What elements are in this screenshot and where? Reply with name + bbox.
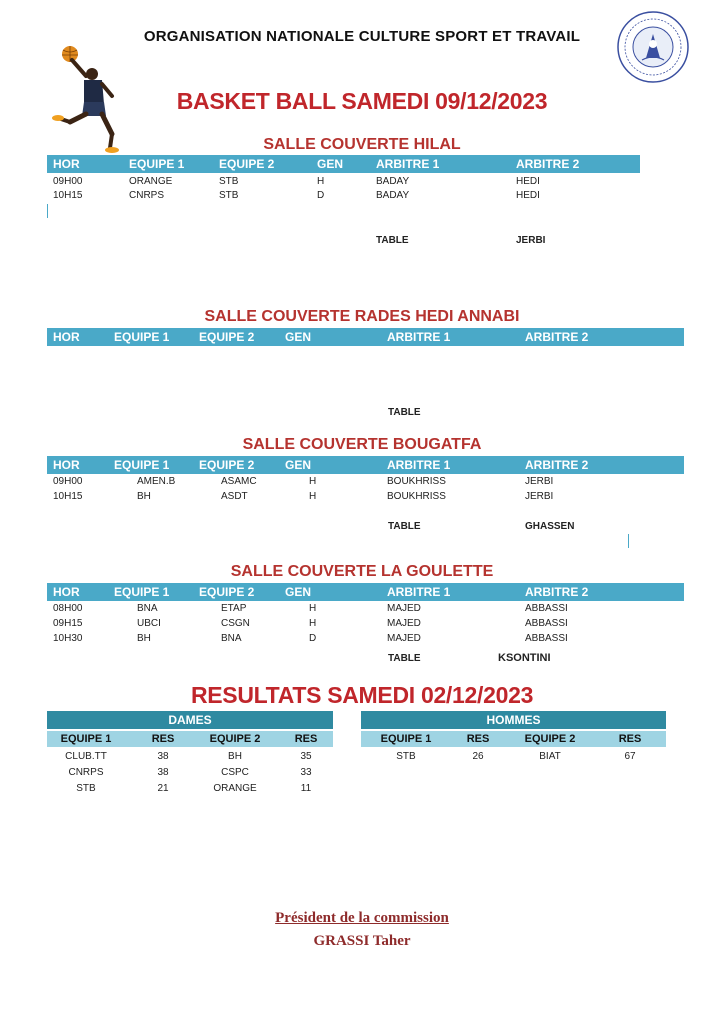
- column-header: EQUIPE 2: [199, 458, 255, 472]
- column-header: ARBITRE 2: [516, 157, 580, 171]
- column-header: ARBITRE 2: [525, 330, 589, 344]
- cell-team-1: CLUB.TT: [65, 751, 107, 762]
- column-header: EQUIPE 1: [129, 157, 185, 171]
- column-header: ARBITRE 1: [376, 157, 440, 171]
- column-header: RES: [466, 733, 490, 745]
- cell-team-1: UBCI: [137, 618, 161, 629]
- cell-referee-2: JERBI: [525, 491, 554, 502]
- table-row: [47, 781, 333, 795]
- text-cursor: [47, 204, 48, 218]
- signature-name: GRASSI Taher: [313, 933, 411, 949]
- column-header: EQUIPE 1: [114, 458, 170, 472]
- table-label: TABLE: [388, 407, 421, 418]
- cell-referee-1: MAJED: [387, 603, 421, 614]
- venue-title-bougatfa: SALLE COUVERTE BOUGATFA: [242, 436, 482, 453]
- page-title: BASKET BALL SAMEDI 09/12/2023: [176, 88, 548, 114]
- cell-gender: H: [317, 176, 325, 187]
- cell-team-2: BNA: [221, 633, 242, 644]
- cell-referee-1: BADAY: [376, 190, 410, 201]
- cell-score-1: 21: [157, 783, 169, 794]
- results-title: RESULTATS SAMEDI 02/12/2023: [190, 682, 534, 708]
- schedule-header-rades: [47, 328, 684, 346]
- cell-referee-1: BOUKHRISS: [387, 476, 446, 487]
- cell-referee-2: HEDI: [516, 190, 540, 201]
- column-header: EQUIPE 2: [209, 733, 261, 745]
- schedule-header-bougatfa: [47, 456, 684, 474]
- table-row: [47, 765, 333, 779]
- column-header: EQUIPE 2: [524, 733, 576, 745]
- table-official: KSONTINI: [498, 652, 551, 664]
- cell-team-2: ASDT: [221, 491, 248, 502]
- table-row: [47, 749, 333, 763]
- column-header: ARBITRE 1: [387, 585, 451, 599]
- column-header: EQUIPE 2: [219, 157, 275, 171]
- cell-referee-1: BADAY: [376, 176, 410, 187]
- column-header: EQUIPE 1: [60, 733, 112, 745]
- hommes-header: HOMMES: [361, 711, 666, 729]
- cell-team-1: BH: [137, 491, 151, 502]
- cell-score-1: 26: [472, 751, 484, 762]
- table-label: TABLE: [388, 653, 421, 664]
- column-header: ARBITRE 1: [387, 330, 451, 344]
- column-header: EQUIPE 2: [199, 330, 255, 344]
- table-official: GHASSEN: [525, 521, 575, 532]
- cell-gender: D: [309, 633, 317, 644]
- table-label: TABLE: [376, 235, 409, 246]
- cell-referee-2: ABBASSI: [525, 603, 568, 614]
- table-row: [47, 491, 684, 505]
- dames-header: DAMES: [47, 711, 333, 729]
- cell-team-1: BH: [137, 633, 151, 644]
- column-header: RES: [151, 733, 175, 745]
- column-header: EQUIPE 2: [199, 585, 255, 599]
- cell-team-2: STB: [219, 176, 239, 187]
- cell-referee-2: ABBASSI: [525, 633, 568, 644]
- column-header: HOR: [53, 585, 80, 599]
- cell-team-1: ORANGE: [129, 176, 173, 187]
- venue-title-la-goulette: SALLE COUVERTE LA GOULETTE: [230, 563, 494, 580]
- cell-hour: 09H00: [53, 176, 83, 187]
- cell-score-2: 67: [624, 751, 636, 762]
- column-header: GEN: [285, 330, 312, 344]
- cell-team-1: CNRPS: [129, 190, 165, 201]
- cell-team-2: ETAP: [221, 603, 247, 614]
- cell-team-2: ASAMC: [221, 476, 257, 487]
- table-row: [47, 633, 684, 647]
- column-header: ARBITRE 2: [525, 458, 589, 472]
- schedule-header-hilal: [47, 155, 640, 173]
- cell-score-2: 33: [300, 767, 312, 778]
- column-header: ARBITRE 2: [525, 585, 589, 599]
- cell-referee-1: MAJED: [387, 633, 421, 644]
- cell-gender: H: [309, 491, 317, 502]
- cell-referee-1: BOUKHRISS: [387, 491, 446, 502]
- column-header: EQUIPE 1: [380, 733, 432, 745]
- table-row: [361, 749, 666, 763]
- cell-hour: 09H15: [53, 618, 83, 629]
- column-header: HOR: [53, 330, 80, 344]
- table-row: [47, 176, 640, 190]
- schedule-header-la-goulette: [47, 583, 684, 601]
- table-row: [47, 603, 684, 617]
- cell-hour: 10H15: [53, 491, 83, 502]
- cell-team-2: CSPC: [221, 767, 249, 778]
- venue-title-hilal: SALLE COUVERTE HILAL: [263, 136, 461, 153]
- cell-referee-2: ABBASSI: [525, 618, 568, 629]
- table-row: [47, 190, 640, 204]
- cell-team-2: CSGN: [221, 618, 250, 629]
- cell-hour: 08H00: [53, 603, 83, 614]
- hommes-column-header: [361, 731, 666, 747]
- column-header: RES: [294, 733, 318, 745]
- cell-score-2: 11: [300, 783, 312, 794]
- dames-column-header: [47, 731, 333, 747]
- column-header: ARBITRE 1: [387, 458, 451, 472]
- cell-team-2: ORANGE: [213, 783, 257, 794]
- column-header: HOR: [53, 458, 80, 472]
- column-header: HOR: [53, 157, 80, 171]
- cell-team-2: BIAT: [539, 751, 561, 762]
- cell-hour: 10H30: [53, 633, 83, 644]
- column-header: GEN: [285, 585, 312, 599]
- organisation-title: ORGANISATION NATIONALE CULTURE SPORT ET TRAVAIL: [143, 28, 581, 45]
- cell-team-2: STB: [219, 190, 239, 201]
- cell-team-2: BH: [228, 751, 242, 762]
- cell-gender: H: [309, 603, 317, 614]
- cell-referee-2: JERBI: [525, 476, 554, 487]
- cell-gender: D: [317, 190, 325, 201]
- column-header: GEN: [285, 458, 312, 472]
- cell-gender: H: [309, 618, 317, 629]
- column-header: RES: [618, 733, 642, 745]
- cell-hour: 09H00: [53, 476, 83, 487]
- cell-referee-1: MAJED: [387, 618, 421, 629]
- cell-gender: H: [309, 476, 317, 487]
- cell-team-1: STB: [396, 751, 416, 762]
- column-header: EQUIPE 1: [114, 585, 170, 599]
- cell-score-2: 35: [300, 751, 312, 762]
- table-official: JERBI: [516, 235, 546, 246]
- cell-score-1: 38: [157, 751, 169, 762]
- column-header: EQUIPE 1: [114, 330, 170, 344]
- organisation-logo: [616, 10, 690, 84]
- cell-team-1: STB: [76, 783, 96, 794]
- cell-score-1: 38: [157, 767, 169, 778]
- cell-team-1: CNRPS: [68, 767, 104, 778]
- column-header: GEN: [317, 157, 344, 171]
- signature-role: Président de la commission: [275, 910, 449, 926]
- text-cursor: [628, 534, 629, 548]
- cell-team-1: BNA: [137, 603, 158, 614]
- cell-referee-2: HEDI: [516, 176, 540, 187]
- table-row: [47, 476, 684, 490]
- cell-team-1: AMEN.B: [137, 476, 176, 487]
- venue-title-rades: SALLE COUVERTE RADES HEDI ANNABI: [204, 308, 520, 325]
- table-label: TABLE: [388, 521, 421, 532]
- cell-hour: 10H15: [53, 190, 83, 201]
- table-row: [47, 618, 684, 632]
